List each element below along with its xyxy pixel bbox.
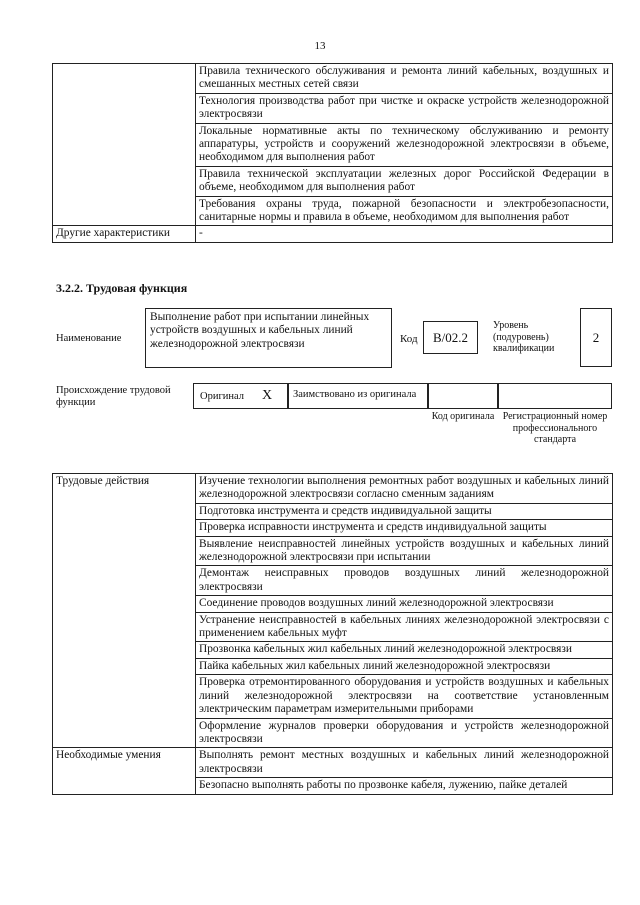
table-cell: Локальные нормативные акты по техническому обслуживанию и ремонту аппаратуры, устройств и сооружений железнодорожной электросвязи в объеме, необходимом для выполнения работ [196, 123, 613, 166]
function-name-box: Выполнение работ при испытании линейных устройств воздушных и кабельных линий железнодорожной электросвязи [145, 308, 392, 368]
table-row [53, 748, 613, 778]
table-cell: Правила технической эксплуатации железных дорог Российской Федерации в объеме, необходимом для выполнения работ [196, 166, 613, 196]
table-row [53, 474, 613, 504]
skills-label: Необходимые умения [53, 748, 196, 794]
original-box [193, 383, 288, 409]
name-label: Наименование [56, 333, 122, 344]
reg-number-box [498, 383, 612, 409]
table-row [53, 226, 613, 242]
table-cell: Требования охраны труда, пожарной безопасности и электробезопасности, санитарные нормы и правила в объеме, необходимом для выполнения работ [196, 196, 613, 226]
other-characteristics-label: Другие характеристики [53, 226, 196, 242]
table-cell: Демонтаж неисправных проводов воздушных линий железнодорожной электросвязи [196, 566, 613, 596]
table-cell: Оформление журналов проверки оборудования и устройств железнодорожной электросвязи [196, 718, 613, 748]
code-original-label: Код оригинала [431, 411, 495, 422]
knowledge-table [52, 63, 613, 243]
table-row [53, 64, 613, 94]
table-cell: Правила технического обслуживания и ремонта линий кабельных, воздушных и смешанных местных сетей связи [196, 64, 613, 94]
section-title: 3.2.2. Трудовая функция [56, 281, 188, 295]
table-cell: Пайка кабельных жил кабельных линий железнодорожной электросвязи [196, 658, 613, 674]
table-cell: Подготовка инструмента и средств индивидуальной защиты [196, 503, 613, 519]
table-cell: Безопасно выполнять работы по прозвонке кабеля, лужению, пайке деталей [196, 778, 613, 794]
table-cell: Выполнять ремонт местных воздушных и кабельных линий железнодорожной электросвязи [196, 748, 613, 778]
other-characteristics-value: - [196, 226, 613, 242]
original-label: Оригинал [200, 391, 244, 402]
borrowed-label: Заимствовано из оригинала [293, 389, 417, 400]
table-cell: Выявление неисправностей линейных устройств воздушных и кабельных линий железнодорожной электросвязи при испытании [196, 536, 613, 566]
origin-label: Происхождение трудовой функции [56, 385, 171, 408]
labor-function-table [52, 473, 613, 795]
original-mark: X [262, 388, 273, 403]
table-cell: Соединение проводов воздушных линий железнодорожной электросвязи [196, 596, 613, 612]
table-cell: Проверка отремонтированного оборудования и устройств воздушных и кабельных линий железнодорожной электросвязи на соответствие установленным электрическим параметрам измерительными приборами [196, 675, 613, 718]
table-cell: Устранение неисправностей в кабельных линиях железнодорожной электросвязи с применением кабельных муфт [196, 612, 613, 642]
table-cell: Прозвонка кабельных жил кабельных линий железнодорожной электросвязи [196, 642, 613, 658]
code-label: Код [400, 333, 418, 345]
level-value-box: 2 [580, 308, 612, 367]
level-label: Уровень (подуровень) квалификации [493, 320, 555, 354]
table-cell: Изучение технологии выполнения ремонтных работ воздушных и кабельных линий железнодорожной электросвязи согласно сменным заданиям [196, 474, 613, 504]
code-original-box [428, 383, 498, 409]
table-cell: Проверка исправности инструмента и средств индивидуальной защиты [196, 520, 613, 536]
table-cell: Технология производства работ при чистке и окраске устройств железнодорожной электросвязи [196, 93, 613, 123]
reg-number-label: Регистрационный номер профессионального стандарта [502, 411, 608, 445]
borrowed-box [288, 383, 428, 409]
code-value-box: B/02.2 [423, 321, 478, 354]
page-number: 13 [314, 40, 326, 52]
labor-actions-label: Трудовые действия [53, 474, 196, 748]
